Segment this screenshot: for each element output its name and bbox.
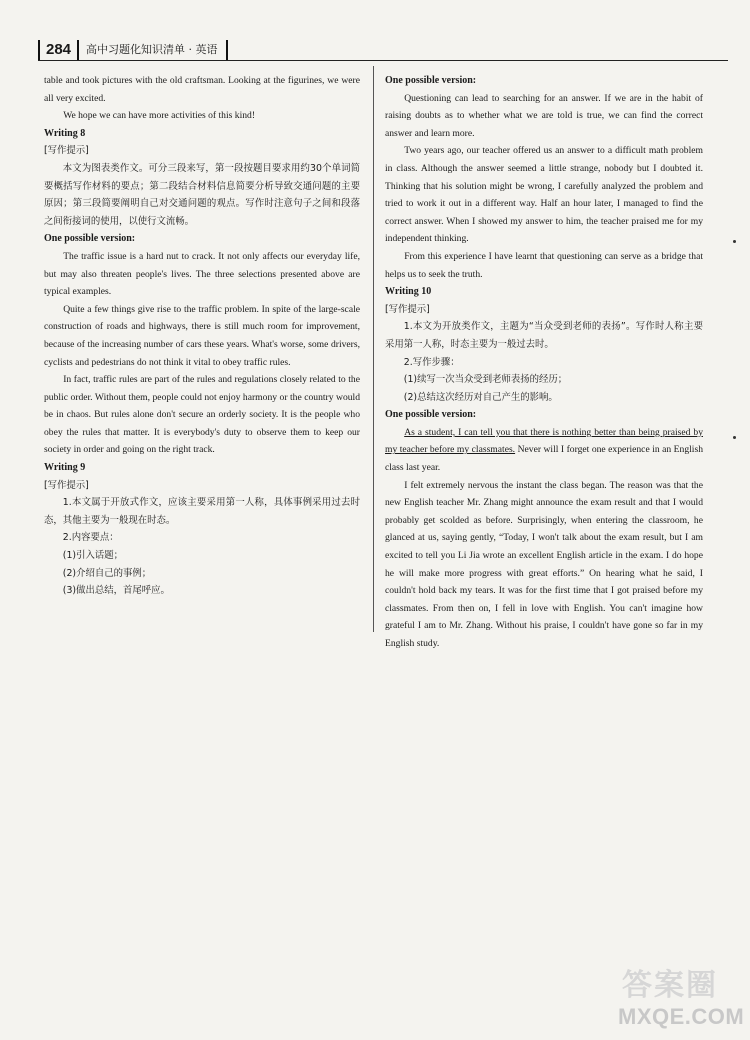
tip-text: (2)介绍自己的事例； [62, 567, 152, 579]
watermark [600, 960, 745, 1035]
tip-label: [写作提示] [44, 479, 89, 491]
paragraph: We hope we can have more activities of this kind! [63, 110, 256, 122]
tip-text: (2)总结这次经历对自己产生的影响。 [403, 391, 558, 403]
paragraph: I felt extremely nervous the instant the class began. The reason was that the new English teacher Mr. Zhang might announce the exam result and that I would probably get scolded as before. Surprisingly, when entering the classroom, he glanced at us, saying gently, “Today, I won't talk about the exam result, but I am excited to tell you Li Jia wrote an excellent English article in the exam. I do hope he will make more progress with great efforts.” On hearing what he said, I couldn't hold back my tears. It was for the first time that I got praised before my classmates. From then on, I fell in love with English. You can't imagine how grateful I am to Mr. Zhang. Without his praise, I couldn't have gone so far in my English study. [385, 479, 703, 649]
scan-speck [733, 240, 736, 243]
paragraph: From this experience I have learnt that questioning can serve as a bridge that helps us to seek the truth. [385, 250, 703, 280]
tip-text: (1)续写一次当众受到老师表扬的经历； [403, 374, 568, 386]
paragraph [385, 424, 703, 477]
paragraph: Two years ago, our teacher offered us an answer to a difficult math problem in class. Although the answer seemed a little strange, nobody but I doubted it. Thinking that his solution might be wrong, I carefully analyzed the problem and tried to work it out in a different way. Half an hour later, I managed to find the correct answer. When I showed my answer to him, the teacher praised me for my independent thinking. [385, 145, 703, 245]
tip-text: 1.本文为开放类作文，主题为“当众受到老师的表扬”。写作时人称主要采用第一人称，时态主要为一般过去时。 [385, 321, 703, 350]
tip-text: 1.本文属于开放式作文，应该主要采用第一人称，具体事例采用过去时态，其他主要为一般现在时态。 [44, 497, 360, 526]
tip-text: (1)引入话题； [62, 550, 123, 562]
tip-text: 2.写作步骤： [403, 356, 460, 368]
scan-speck [733, 436, 736, 439]
paragraph: In fact, traffic rules are part of the rules and regulations closely related to the public order. Without them, people could not enjoy harmony or the country would be in chaos. But rules alone don't secure an orderly society. It is the people who obey the rules that matter. It is everybody's duty to observe them to keep our society in order and going on the right track. [44, 374, 360, 456]
watermark-site: MXQE.COM [618, 1004, 745, 1029]
underlined-sentence: As a student, I can tell you that there is nothing better than being praised by my teacher before my classmates. [385, 426, 703, 456]
watermark-logo: 答案圈 [622, 968, 718, 1003]
page-number: 284 [46, 41, 72, 58]
version-label: One possible version: [385, 75, 477, 86]
paragraph: table and took pictures with the old craftsman. Looking at the figurines, we were all very excited. [44, 75, 360, 104]
header-divider [38, 40, 40, 60]
page-header [38, 30, 728, 60]
header-rule [38, 60, 728, 61]
tip-label: [写作提示] [44, 145, 89, 157]
paragraph: Questioning can lead to searching for an answer. If we are in the habit of raising doubts as to whether what we are told is true, we can find the correct answer and learn more. [385, 92, 703, 139]
tip-label: [写作提示] [385, 303, 430, 315]
tip-text: 2.内容要点： [62, 532, 119, 544]
left-column [44, 72, 360, 600]
sentence: Never will I forget one experience in an English class last year. [385, 444, 703, 474]
section-heading: Writing 9 [44, 462, 86, 474]
header-divider [226, 40, 228, 60]
tip-text: (3)做出总结，首尾呼应。 [62, 585, 170, 597]
column-divider [373, 66, 374, 632]
version-label: One possible version: [44, 233, 136, 245]
section-heading: Writing 8 [44, 127, 86, 139]
header-divider [77, 40, 79, 60]
paragraph: Quite a few things give rise to the traffic problem. In spite of the large-scale construction of roads and highways, there is still much room for improvement, because of the increasing number of cars these years. What's worse, some drivers, cyclists and pedestrians do not think it vital to obey traffic rules. [44, 303, 360, 368]
paragraph: The traffic issue is a hard nut to crack. It not only affects our everyday life, but may also threaten people's lives. The three selections presented above are typical examples. [44, 250, 360, 298]
tip-text: 本文为图表类作文。可分三段来写，第一段按题目要求用约30个单词简要概括写作材料的要点；第二段结合材料信息简要分析导致交通问题的主要原因；第三段简要阐明自己对交通问题的观点。写作时注意句子之间和段落之间衔接词的使用，以使行文流畅。 [44, 162, 360, 227]
right-column [385, 72, 703, 653]
book-title: 高中习题化知识清单 · 英语 [86, 43, 218, 56]
section-heading: Writing 10 [385, 286, 432, 298]
version-label: One possible version: [385, 409, 477, 421]
